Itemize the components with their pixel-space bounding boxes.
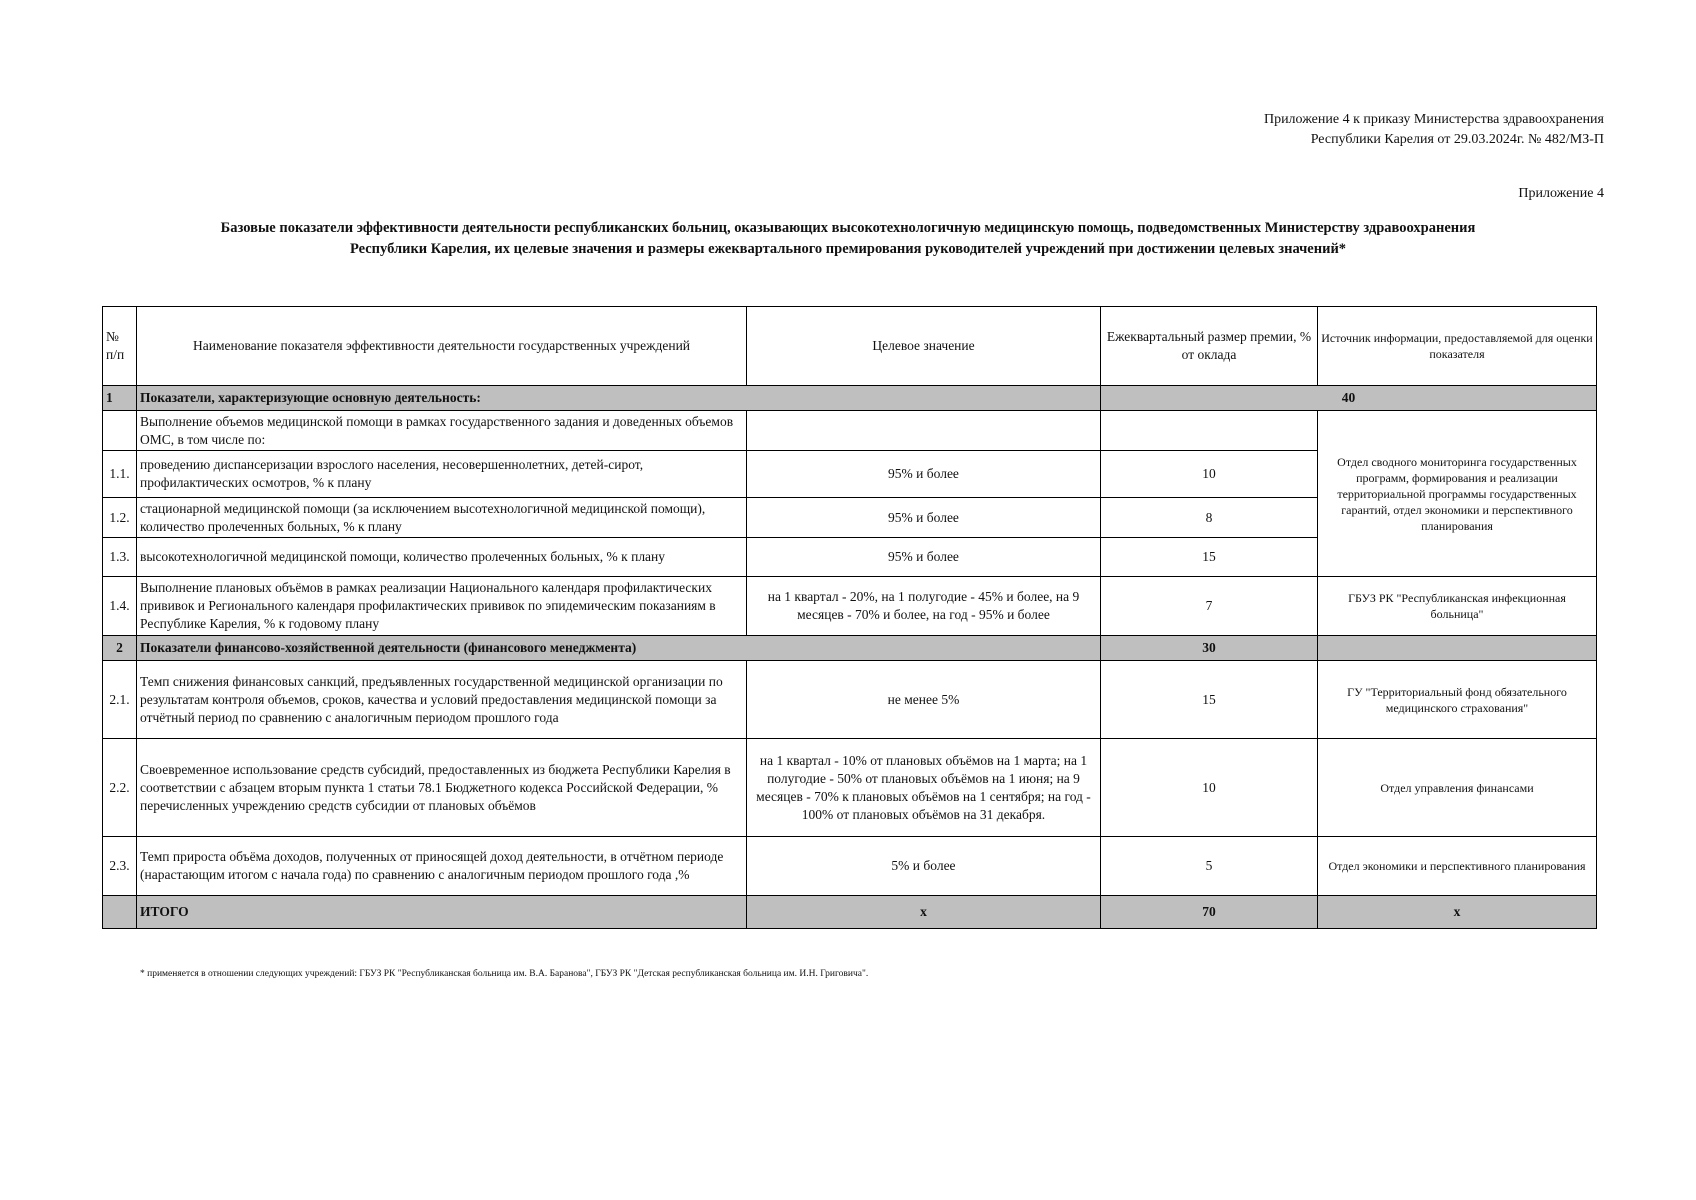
row-source: Отдел экономики и перспективного планирования (1318, 837, 1597, 896)
row-target: 95% и более (747, 538, 1101, 577)
row-num: 2.1. (103, 661, 137, 739)
table-row (103, 661, 1597, 739)
row-bonus (1101, 411, 1318, 451)
header-target: Целевое значение (747, 307, 1101, 386)
title-line-2: Республики Карелия, их целевые значения и размеры ежеквартального премирования руководителей учреждений при достижении целевых значений* (349, 241, 1347, 257)
document-title (100, 218, 1596, 260)
section-title: Показатели, характеризующие основную деятельность: (137, 386, 1101, 411)
header-source: Источник информации, предоставляемой для оценки показателя (1318, 307, 1597, 386)
table-header-row (103, 307, 1597, 386)
row-num: 1.4. (103, 577, 137, 636)
row-name: проведению диспансеризации взрослого населения, несовершеннолетних, детей-сирот, профилактических осмотров, % к плану (137, 451, 747, 498)
total-row (103, 896, 1597, 929)
section-bonus: 40 (1101, 386, 1597, 411)
row-target: на 1 квартал - 20%, на 1 полугодие - 45% и более, на 9 месяцев - 70% и более, на год - 95% и более (747, 577, 1101, 636)
row-num: 1.1. (103, 451, 137, 498)
appendix-order-header (1264, 110, 1604, 150)
row-source: ГБУЗ РК "Республиканская инфекционная больница" (1318, 577, 1597, 636)
section-source (1318, 636, 1597, 661)
total-target: х (747, 896, 1101, 929)
row-target: 95% и более (747, 498, 1101, 538)
indicators-table (102, 306, 1597, 929)
header-bonus: Ежеквартальный размер премии, % от оклада (1101, 307, 1318, 386)
row-bonus: 15 (1101, 538, 1318, 577)
section-row-1 (103, 386, 1597, 411)
row-name: Выполнение плановых объёмов в рамках реализации Национального календаря профилактических прививок и Регионального календаря профилактических прививок по эпидемическим показаниям в Республике Карелия, % к годовому плану (137, 577, 747, 636)
row-name: стационарной медицинской помощи (за исключением высотехнологичной медицинской помощи), количество пролеченных больных, % к плану (137, 498, 747, 538)
row-target: 5% и более (747, 837, 1101, 896)
row-bonus: 15 (1101, 661, 1318, 739)
appendix-label: Приложение 4 (1518, 186, 1604, 201)
row-source: ГУ "Территориальный фонд обязательного медицинского страхования" (1318, 661, 1597, 739)
footnote: * применяется в отношении следующих учреждений: ГБУЗ РК "Республиканская больница им. В.А. Баранова", ГБУЗ РК "Детская республиканская больница им. И.Н. Григовича". (140, 969, 869, 979)
row-num: 2.2. (103, 739, 137, 837)
row-target: на 1 квартал - 10% от плановых объёмов на 1 марта; на 1 полугодие - 50% от плановых объёмов на 1 июня; на 9 месяцев - 70% к плановых объёмов на 1 сентября; на год - 100% от плановых объёмов на 31 декабря. (747, 739, 1101, 837)
total-num (103, 896, 137, 929)
row-target (747, 411, 1101, 451)
row-num: 1.2. (103, 498, 137, 538)
header-line-2: Республики Карелия от 29.03.2024г. № 482/МЗ-П (1310, 132, 1604, 147)
row-bonus: 7 (1101, 577, 1318, 636)
table-row (103, 411, 1597, 451)
title-line-1: Базовые показатели эффективности деятельности республиканских больниц, оказывающих высокотехнологичную медицинскую помощь, подведомственных Министерству здравоохранения (220, 220, 1476, 236)
row-target: не менее 5% (747, 661, 1101, 739)
row-bonus: 8 (1101, 498, 1318, 538)
section-row-2 (103, 636, 1597, 661)
row-source: Отдел управления финансами (1318, 739, 1597, 837)
table-row (103, 577, 1597, 636)
row-num: 2.3. (103, 837, 137, 896)
header-line-1: Приложение 4 к приказу Министерства здравоохранения (1263, 112, 1604, 127)
total-label: ИТОГО (137, 896, 747, 929)
row-target: 95% и более (747, 451, 1101, 498)
header-name: Наименование показателя эффективности деятельности государственных учреждений (137, 307, 747, 386)
header-num: № п/п (103, 307, 137, 386)
section-title: Показатели финансово-хозяйственной деятельности (финансового менеджмента) (137, 636, 1101, 661)
total-bonus: 70 (1101, 896, 1318, 929)
section-num: 1 (103, 386, 137, 411)
row-name: Выполнение объемов медицинской помощи в рамках государственного задания и доведенных объемов ОМС, в том числе по: (137, 411, 747, 451)
table-row (103, 837, 1597, 896)
section-bonus: 30 (1101, 636, 1318, 661)
row-bonus: 5 (1101, 837, 1318, 896)
row-name: Своевременное использование средств субсидий, предоставленных из бюджета Республики Карелия в соответствии с абзацем вторым пункта 1 статьи 78.1 Бюджетного кодекса Российской Федерации, % перечисленных учреждению средств субсидии от плановых объёмов (137, 739, 747, 837)
table-row (103, 739, 1597, 837)
row-num (103, 411, 137, 451)
row-num: 1.3. (103, 538, 137, 577)
row-name: высокотехнологичной медицинской помощи, количество пролеченных больных, % к плану (137, 538, 747, 577)
row-source: Отдел сводного мониторинга государственных программ, формирования и реализации территориальной программы государственных гарантий, отдел экономики и перспективного планирования (1318, 411, 1597, 577)
row-bonus: 10 (1101, 451, 1318, 498)
row-bonus: 10 (1101, 739, 1318, 837)
total-source: х (1318, 896, 1597, 929)
row-name: Темп прироста объёма доходов, полученных от приносящей доход деятельности, в отчётном периоде (нарастающим итогом с начала года) по сравнению с аналогичным периодом прошлого года ,% (137, 837, 747, 896)
section-num: 2 (103, 636, 137, 661)
row-name: Темп снижения финансовых санкций, предъявленных государственной медицинской организации по результатам контроля объемов, сроков, качества и условий предоставления медицинской помощи за отчётный период по сравнению с аналогичным периодом прошлого года (137, 661, 747, 739)
